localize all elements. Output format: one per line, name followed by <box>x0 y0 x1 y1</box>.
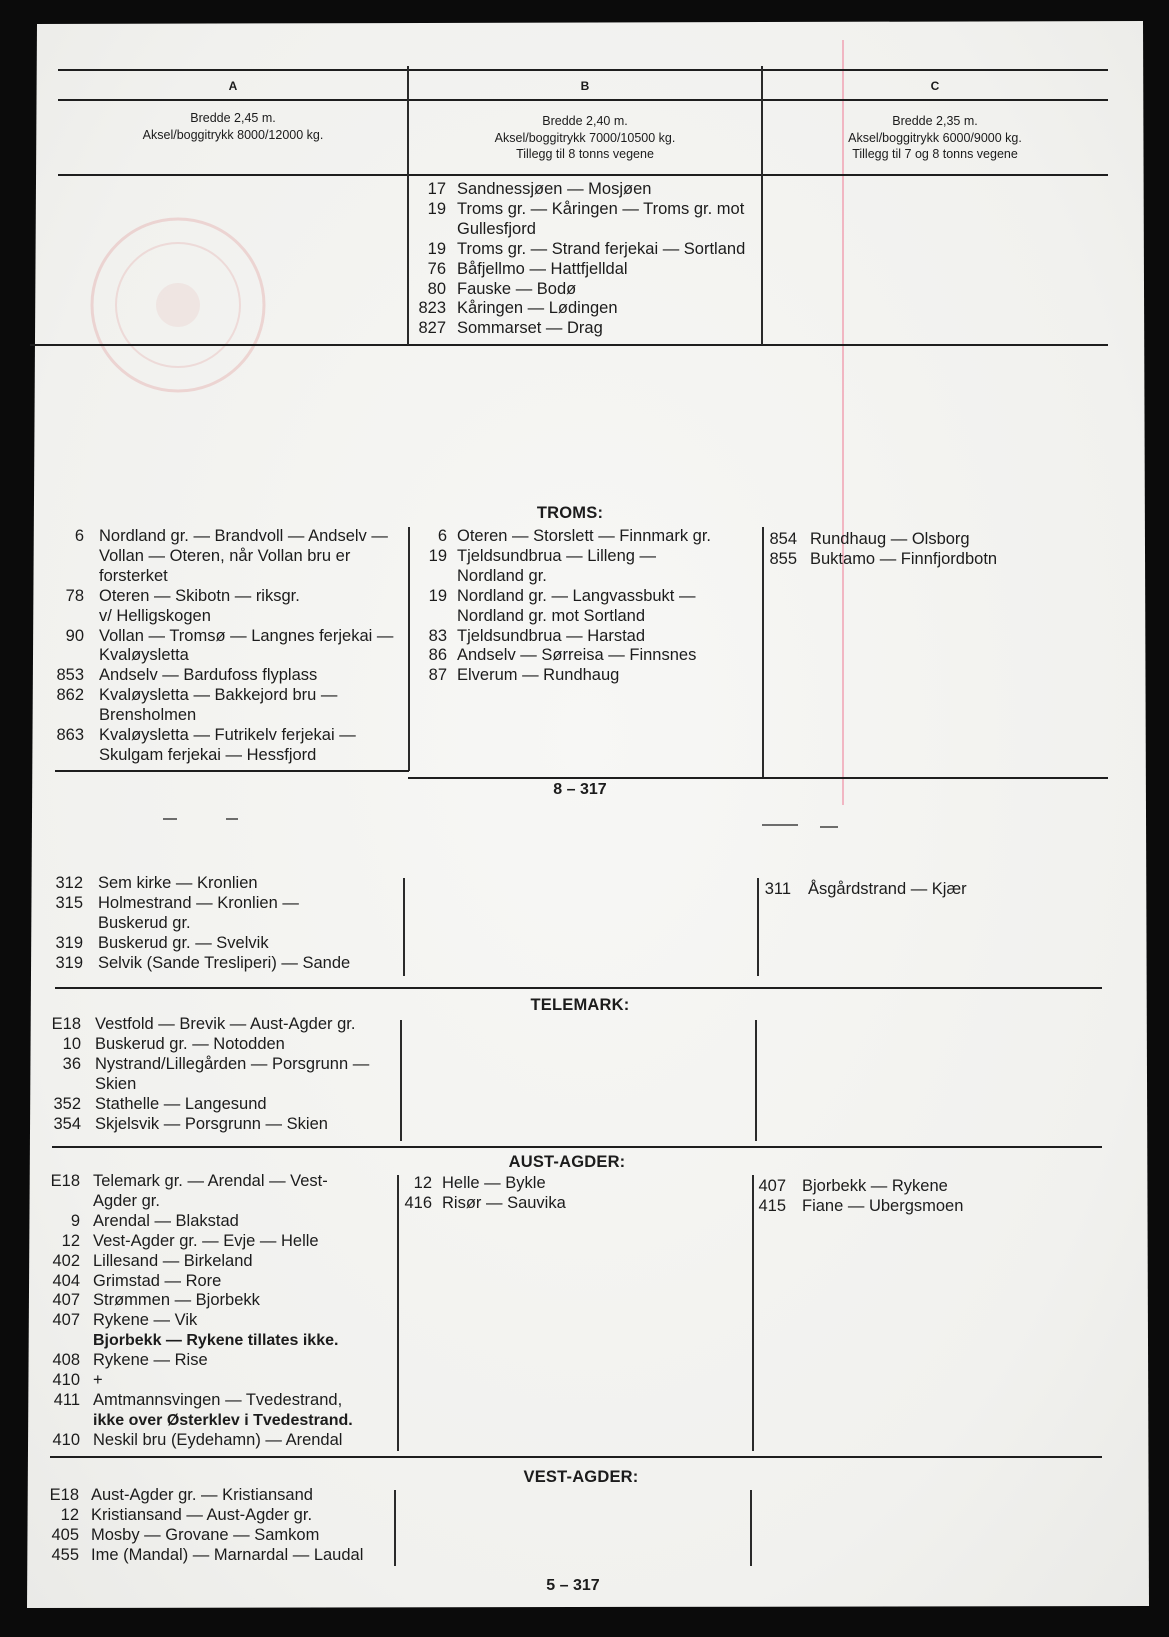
road-number: 854 <box>769 530 797 548</box>
page-number-lower: 5 – 317 <box>546 1577 600 1594</box>
aust-agder-column-b <box>388 1174 566 1214</box>
road-number: 315 <box>55 893 83 912</box>
route-entry <box>742 1197 963 1217</box>
route-text <box>98 954 350 974</box>
route-text <box>457 200 744 240</box>
road-number: 12 <box>61 1231 80 1250</box>
route-line: Buskerud gr. — Svelvik <box>98 933 269 952</box>
column-letter-b: B <box>580 79 590 93</box>
route-text <box>457 547 656 587</box>
road-number: 80 <box>427 279 446 298</box>
route-text <box>93 1252 253 1272</box>
route-entry <box>36 1272 353 1292</box>
route-line: Nordland gr. — Brandvoll — Andselv — <box>99 527 388 545</box>
route-line: Arendal — Blakstad <box>93 1211 239 1230</box>
road-number: 76 <box>427 259 446 278</box>
supplement-note: Tillegg til 8 tonns vegene <box>516 147 654 161</box>
road-number: 410 <box>52 1430 80 1449</box>
route-line: Rundhaug — Olsborg <box>810 530 970 548</box>
route-line: Elverum — Rundhaug <box>457 666 620 685</box>
route-text <box>93 1272 221 1292</box>
route-line: Buskerud gr. <box>98 913 191 932</box>
route-text <box>99 686 337 726</box>
route-line: Sandnessjøen — Mosjøen <box>457 180 652 198</box>
route-entry <box>402 299 745 319</box>
troms-column-b <box>403 527 711 686</box>
route-line: Skulgam ferjekai — Hessfjord <box>99 745 317 764</box>
road-number: 407 <box>758 1177 786 1195</box>
road-number: 415 <box>758 1196 786 1215</box>
column-divider-ab <box>394 1490 396 1566</box>
route-line: Neskil bru (Eydehamn) — Arendal <box>93 1430 343 1449</box>
route-entry <box>39 934 350 954</box>
route-line: Gullesfjord <box>457 219 536 238</box>
supplement-note: Tillegg til 7 og 8 tonns vegene <box>852 147 1018 161</box>
road-number: 407 <box>52 1311 80 1330</box>
road-number: 319 <box>55 953 83 972</box>
route-text <box>95 1055 369 1095</box>
route-text <box>98 894 299 934</box>
route-entry <box>402 319 745 339</box>
road-number: 12 <box>60 1505 79 1524</box>
route-line: v/ Helligskogen <box>99 606 211 625</box>
route-text <box>810 530 970 550</box>
route-entry <box>36 1252 353 1272</box>
route-entry <box>36 1291 353 1311</box>
route-line: Kåringen — Lødingen <box>457 299 618 318</box>
road-number: 319 <box>55 933 83 952</box>
width-limit: Bredde 2,35 m. <box>892 114 978 128</box>
route-line: Vest-Agder gr. — Evje — Helle <box>93 1231 319 1250</box>
route-entry <box>40 627 393 667</box>
section-rule <box>52 1146 1102 1148</box>
road-number: 416 <box>404 1193 432 1212</box>
route-text <box>802 1177 948 1197</box>
route-line: Vollan — Oteren, når Vollan bru er <box>99 546 351 565</box>
route-entry <box>402 280 745 300</box>
route-line: Nordland gr. <box>457 566 547 585</box>
route-text <box>91 1506 312 1526</box>
width-limit: Bredde 2,40 m. <box>542 114 628 128</box>
route-line: Oteren — Skibotn — riksgr. <box>99 586 300 605</box>
route-line: Andselv — Sørreisa — Finnsnes <box>457 646 697 665</box>
route-text <box>442 1194 566 1214</box>
route-restriction-note: Bjorbekk — Rykene tillates ikke. <box>93 1332 339 1350</box>
route-text <box>810 550 997 570</box>
nordland-column-b <box>402 180 745 339</box>
route-line: Grimstad — Rore <box>93 1271 222 1290</box>
route-line: Bjorbekk — Rykene <box>802 1177 948 1195</box>
route-entry <box>403 547 711 587</box>
header-letter-rule <box>58 99 1108 101</box>
section-rule <box>50 1456 1102 1458</box>
route-entry <box>40 527 393 587</box>
road-number: 312 <box>55 874 83 892</box>
road-number: 855 <box>769 549 797 568</box>
route-line: Stathelle — Langesund <box>95 1094 267 1113</box>
route-text <box>98 934 269 954</box>
section-heading-vest-agder: VEST-AGDER: <box>523 1468 639 1486</box>
route-entry <box>388 1174 566 1194</box>
route-entry <box>753 530 997 550</box>
route-entry <box>403 587 711 627</box>
route-entry <box>403 527 711 547</box>
route-text <box>99 587 300 627</box>
column-header-b <box>408 113 762 163</box>
route-line: Rykene — Vik <box>93 1311 198 1330</box>
route-text <box>442 1174 546 1194</box>
route-text <box>457 646 696 666</box>
road-number: 853 <box>56 666 84 685</box>
route-line: + <box>93 1371 103 1390</box>
route-text <box>93 1391 353 1431</box>
troms-column-a <box>40 527 393 766</box>
faded-stamp <box>80 208 280 408</box>
header-bottom-rule <box>58 174 1108 176</box>
route-line: Agder gr. <box>93 1191 160 1210</box>
route-text <box>91 1526 319 1546</box>
route-entry <box>35 1486 363 1506</box>
route-entry <box>35 1526 363 1546</box>
scan-speck <box>762 824 798 826</box>
route-entry <box>403 627 711 647</box>
route-text <box>93 1431 342 1451</box>
road-number: 863 <box>56 726 84 745</box>
route-text <box>99 627 393 667</box>
route-entry <box>36 1232 353 1252</box>
route-line: Sem kirke — Kronlien <box>98 874 258 892</box>
route-text <box>95 1015 355 1035</box>
road-number: 408 <box>52 1351 80 1370</box>
route-text <box>802 1197 963 1217</box>
route-entry <box>402 200 745 240</box>
road-number: E18 <box>49 1486 79 1504</box>
route-entry <box>39 954 350 974</box>
column-divider-bc <box>750 1490 752 1566</box>
route-text <box>99 527 388 587</box>
section-rule <box>55 770 409 772</box>
route-entry <box>742 1177 963 1197</box>
route-text <box>457 319 603 339</box>
route-line: Vollan — Tromsø — Langnes ferjekai — <box>99 626 394 645</box>
telemark-column-a <box>37 1015 369 1134</box>
route-entry <box>39 894 350 934</box>
road-number: 10 <box>62 1034 81 1053</box>
road-number: 311 <box>764 880 791 898</box>
road-number: 410 <box>52 1371 80 1390</box>
scan-speck <box>163 818 177 820</box>
table-top-rule <box>58 69 1108 71</box>
route-text <box>457 627 645 647</box>
route-text <box>93 1291 260 1311</box>
section-rule <box>55 987 1102 989</box>
route-line: Vestfold — Brevik — Aust-Agder gr. <box>95 1015 356 1033</box>
road-number: 402 <box>52 1251 80 1270</box>
route-line: Nordland gr. mot Sortland <box>457 606 646 625</box>
road-number: 19 <box>428 586 447 605</box>
road-number: 6 <box>437 527 447 545</box>
route-entry <box>36 1391 353 1431</box>
route-entry <box>402 240 745 260</box>
route-text <box>457 527 711 547</box>
route-line: Fauske — Bodø <box>457 279 577 298</box>
road-number: 78 <box>65 586 84 605</box>
road-number: E18 <box>50 1172 80 1190</box>
route-entry <box>39 874 350 894</box>
road-number: 9 <box>70 1211 80 1230</box>
aust-agder-column-c <box>742 1177 963 1217</box>
route-text <box>457 299 618 319</box>
route-entry <box>35 1546 363 1566</box>
route-line: Tjeldsundbrua — Harstad <box>457 626 646 645</box>
route-entry <box>37 1015 369 1035</box>
vest-agder-column-a <box>35 1486 363 1566</box>
route-line: Skjelsvik — Porsgrunn — Skien <box>95 1114 328 1133</box>
route-line: Åsgårdstrand — Kjær <box>808 880 967 898</box>
route-line: Troms gr. — Kåringen — Troms gr. mot <box>457 199 745 218</box>
aust-agder-column-a <box>36 1172 353 1451</box>
road-number: 827 <box>418 319 446 338</box>
width-limit: Bredde 2,45 m. <box>190 111 276 125</box>
route-line: Mosby — Grovane — Samkom <box>91 1525 320 1544</box>
route-line: Båfjellmo — Hattfjelldal <box>457 259 628 278</box>
section-rule <box>30 344 1108 346</box>
route-text <box>808 880 967 900</box>
road-number: 19 <box>428 546 447 565</box>
route-entry <box>747 880 967 900</box>
section-heading-troms: TROMS: <box>536 504 604 522</box>
route-line: Strømmen — Bjorbekk <box>93 1291 260 1310</box>
road-number: 354 <box>53 1114 81 1133</box>
route-entry <box>36 1212 353 1232</box>
road-number: 87 <box>428 666 447 685</box>
route-text <box>95 1095 267 1115</box>
route-entry <box>35 1506 363 1526</box>
route-line: Oteren — Storslett — Finnmark gr. <box>457 527 711 545</box>
route-text <box>91 1486 313 1506</box>
route-line: Fiane — Ubergsmoen <box>802 1196 964 1215</box>
route-text <box>98 874 258 894</box>
route-line: Telemark gr. — Arendal — Vest- <box>93 1172 328 1190</box>
route-entry <box>37 1055 369 1095</box>
route-text <box>93 1232 319 1252</box>
road-number: 36 <box>62 1054 81 1073</box>
axle-load: Aksel/boggitrykk 8000/12000 kg. <box>142 127 324 142</box>
route-line: Risør — Sauvika <box>442 1193 566 1212</box>
column-header-c <box>762 113 1108 163</box>
route-text <box>95 1115 328 1135</box>
route-line: Buktamo — Finnfjordbotn <box>810 549 998 568</box>
route-entry <box>402 180 745 200</box>
route-line: Brensholmen <box>99 706 197 725</box>
route-text <box>95 1035 285 1055</box>
road-number: 83 <box>428 626 447 645</box>
route-line: forsterket <box>99 566 168 585</box>
axle-load: Aksel/boggitrykk 7000/10500 kg. <box>494 130 676 145</box>
route-entry <box>402 260 745 280</box>
route-text <box>93 1351 208 1371</box>
route-line: Selvik (Sande Tresliperi) — Sande <box>98 953 351 972</box>
route-entry <box>40 686 393 726</box>
road-number: 352 <box>53 1094 81 1113</box>
scan-speck <box>820 826 838 828</box>
route-line: Andselv — Bardufoss flyplass <box>99 666 318 685</box>
route-text <box>457 260 628 280</box>
route-line: Ime (Mandal) — Marnardal — Laudal <box>91 1545 364 1564</box>
route-text <box>457 587 695 627</box>
route-line: Sommarset — Drag <box>457 319 603 338</box>
route-entry <box>36 1431 353 1451</box>
vestfold-column-c <box>747 880 967 900</box>
route-text <box>457 666 619 686</box>
route-entry <box>37 1095 369 1115</box>
route-entry <box>36 1172 353 1212</box>
road-number: 90 <box>65 626 84 645</box>
road-number: 17 <box>427 180 446 198</box>
road-number: 455 <box>51 1545 79 1564</box>
route-text <box>93 1371 103 1391</box>
route-line: Helle — Bykle <box>442 1174 546 1192</box>
route-text <box>93 1212 239 1232</box>
route-entry <box>753 550 997 570</box>
route-line: Kvaløysletta <box>99 646 189 665</box>
page-number-upper: 8 – 317 <box>553 781 607 798</box>
road-number: 411 <box>53 1390 80 1409</box>
axle-load: Aksel/boggitrykk 6000/9000 kg. <box>848 130 1022 145</box>
road-number: 86 <box>428 646 447 665</box>
route-text <box>93 1172 328 1212</box>
section-heading-aust-agder: AUST-AGDER: <box>508 1153 626 1171</box>
route-line: Nystrand/Lillegården — Porsgrunn — <box>95 1054 370 1073</box>
column-divider-bc <box>761 66 763 345</box>
road-number: 12 <box>413 1174 432 1192</box>
route-line: Amtmannsvingen — Tvedestrand, <box>93 1390 343 1409</box>
troms-column-c <box>753 530 997 570</box>
route-line: Troms gr. — Strand ferjekai — Sortland <box>457 239 746 258</box>
route-text <box>457 180 651 200</box>
vestfold-column-a <box>39 874 350 974</box>
route-line: Buskerud gr. — Notodden <box>95 1034 285 1053</box>
route-text <box>91 1546 363 1566</box>
route-line: Lillesand — Birkeland <box>93 1251 253 1270</box>
route-line: Aust-Agder gr. — Kristiansand <box>91 1486 313 1504</box>
road-number: 404 <box>52 1271 80 1290</box>
column-header-a <box>58 110 408 143</box>
road-number: E18 <box>51 1015 81 1033</box>
route-entry <box>36 1351 353 1371</box>
section-heading-telemark: TELEMARK: <box>530 996 630 1014</box>
route-line: Kristiansand — Aust-Agder gr. <box>91 1505 313 1524</box>
route-entry <box>40 587 393 627</box>
road-number: 862 <box>56 686 84 705</box>
route-text <box>93 1311 338 1351</box>
road-number: 407 <box>52 1291 80 1310</box>
route-entry <box>403 646 711 666</box>
route-line: Kvaløysletta — Futrikelv ferjekai — <box>99 726 356 745</box>
route-restriction-note: ikke over Østerklev i Tvedestrand. <box>93 1411 353 1429</box>
route-line: Holmestrand — Kronlien — <box>98 893 299 912</box>
route-entry <box>37 1035 369 1055</box>
scan-speck <box>226 818 238 820</box>
route-line: Rykene — Rise <box>93 1351 208 1370</box>
road-number: 19 <box>427 239 446 258</box>
road-number: 823 <box>418 299 446 318</box>
column-divider-ab <box>397 1175 399 1451</box>
route-entry <box>40 666 393 686</box>
route-line: Nordland gr. — Langvassbukt — <box>457 586 696 605</box>
route-text <box>99 666 317 686</box>
column-letter-a: A <box>228 79 238 93</box>
route-entry <box>403 666 711 686</box>
route-line: Skien <box>95 1074 137 1093</box>
route-entry <box>36 1371 353 1391</box>
column-divider-ab <box>400 1020 402 1141</box>
road-number: 405 <box>51 1525 79 1544</box>
road-number: 19 <box>427 199 446 218</box>
column-divider-bc <box>755 1020 757 1141</box>
route-entry <box>40 726 393 766</box>
route-text <box>99 726 356 766</box>
route-entry <box>388 1194 566 1214</box>
route-line: Kvaløysletta — Bakkejord bru — <box>99 686 338 705</box>
route-line: Tjeldsundbrua — Lilleng — <box>457 546 657 565</box>
route-entry <box>37 1115 369 1135</box>
column-divider-ab <box>403 878 405 976</box>
route-text <box>457 280 576 300</box>
route-entry <box>36 1311 353 1351</box>
road-number: 6 <box>74 527 84 545</box>
column-letter-c: C <box>930 79 940 93</box>
route-text <box>457 240 745 260</box>
